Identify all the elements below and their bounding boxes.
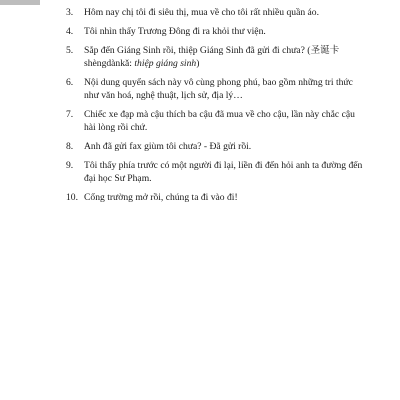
list-item xyxy=(66,76,366,102)
item-gloss: thiệp giáng sinh xyxy=(134,58,197,69)
item-text: Tôi thấy phía trước có một người đi lại, liền đi đến hỏi anh ta đường đến đại học Sư Phạm. xyxy=(84,160,363,184)
item-text: Sắp đến Giáng Sinh rồi, thiệp Giáng Sinh đã gửi đi chưa? (圣诞卡 shèngdànkǎ: xyxy=(84,45,340,69)
item-text-with-gloss xyxy=(84,44,366,70)
sentence-list xyxy=(66,6,366,210)
item-text-after: ) xyxy=(196,58,200,69)
list-item xyxy=(66,25,366,38)
list-item xyxy=(66,140,366,153)
item-text: Chiếc xe đạp mà cậu thích ba cậu đã mua về cho cậu, lần này chắc cậu hài lòng rồi chứ. xyxy=(84,109,355,133)
item-number: 8. xyxy=(66,141,74,152)
item-number: 6. xyxy=(66,77,74,88)
item-number: 7. xyxy=(66,109,74,120)
list-item xyxy=(66,191,366,204)
page-margin-tab xyxy=(0,0,40,5)
item-number: 4. xyxy=(66,26,74,37)
item-number: 9. xyxy=(66,160,74,171)
item-text: Hôm nay chị tôi đi siêu thị, mua về cho tôi rất nhiều quần áo. xyxy=(84,7,319,18)
item-text: Anh đã gửi fax giùm tôi chưa? - Đã gửi rồi. xyxy=(84,141,252,152)
item-number: 5. xyxy=(66,45,74,56)
list-item xyxy=(66,6,366,19)
item-text: Nội dung quyển sách này vô cùng phong phú, bao gồm những tri thức như văn hoá, nghệ thuật, lịch sử, địa lý… xyxy=(84,77,353,101)
item-number: 10. xyxy=(66,192,78,203)
item-text: Cổng trường mở rồi, chúng ta đi vào đi! xyxy=(84,192,238,203)
list-item xyxy=(66,159,366,185)
list-item xyxy=(66,108,366,134)
item-number: 3. xyxy=(66,7,74,18)
item-text: Tôi nhìn thấy Trương Đông đi ra khỏi thư viện. xyxy=(84,26,266,37)
list-item xyxy=(66,44,366,70)
